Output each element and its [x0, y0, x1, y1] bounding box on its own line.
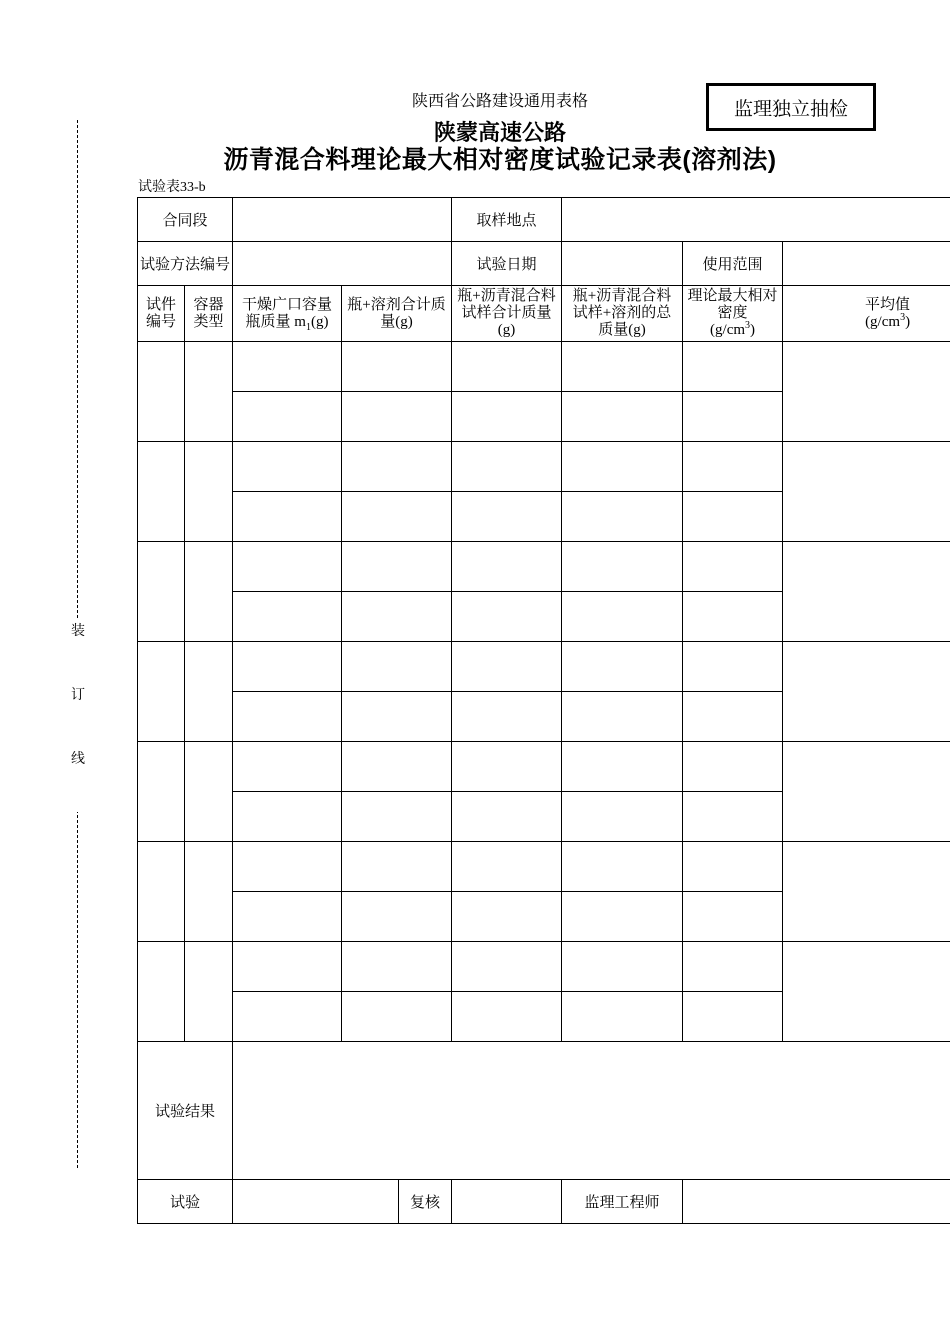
bottle-mix-cell[interactable]	[452, 842, 562, 892]
bottle-mix-cell[interactable]	[452, 342, 562, 392]
col-container-type	[185, 286, 233, 342]
average-cell[interactable]	[783, 342, 950, 442]
bottle-solvent-cell[interactable]	[342, 592, 452, 642]
binding-margin-label	[68, 620, 88, 812]
table-row	[138, 542, 950, 592]
org-line: 陕西省公路建设通用表格	[411, 93, 588, 110]
col-bottle-mass-text: 干燥广口容量瓶质量 m	[242, 296, 333, 330]
specimen-no-cell[interactable]	[138, 942, 185, 1042]
bottle-solvent-cell[interactable]	[342, 742, 452, 792]
contract-section-field[interactable]	[233, 198, 452, 242]
theoretical-density-cell[interactable]	[683, 892, 783, 942]
col-container-type-label: 容器类型	[193, 296, 224, 330]
table-row	[138, 342, 950, 392]
bottle-solvent-cell[interactable]	[342, 442, 452, 492]
col-theoretical-density-label	[683, 288, 782, 339]
bottle-mix-cell[interactable]	[452, 992, 562, 1042]
bottle-solvent-cell[interactable]	[342, 392, 452, 442]
col-theoretical-density-close: )	[750, 322, 756, 338]
col-bottle-mix-solvent	[562, 286, 683, 342]
bottle-solvent-cell[interactable]	[342, 792, 452, 842]
bottle-mix-cell[interactable]	[452, 692, 562, 742]
container-type-cell[interactable]	[185, 742, 233, 842]
theoretical-density-cell[interactable]	[683, 692, 783, 742]
theoretical-density-cell[interactable]	[683, 442, 783, 492]
bottle-mass-cell[interactable]	[233, 392, 342, 442]
specimen-no-cell[interactable]	[138, 342, 185, 442]
theoretical-density-cell[interactable]	[683, 392, 783, 442]
bottle-mix-solvent-cell[interactable]	[562, 492, 683, 542]
bottle-mass-cell[interactable]	[233, 792, 342, 842]
bottle-mix-cell[interactable]	[452, 642, 562, 692]
bottle-mass-cell[interactable]	[233, 942, 342, 992]
specimen-no-cell[interactable]	[138, 442, 185, 542]
theoretical-density-cell[interactable]	[683, 842, 783, 892]
inspection-stamp: 监理独立抽检	[706, 83, 876, 131]
page-title: 沥青混合料理论最大相对密度试验记录表(溶剂法)	[223, 146, 777, 174]
col-bottle-mix-solvent-label: 瓶+沥青混合料试样+溶剂的总质量(g)	[572, 288, 672, 338]
contract-section-label: 合同段	[138, 198, 233, 242]
record-table	[137, 197, 950, 1224]
supervisor-label: 监理工程师	[562, 1180, 683, 1224]
container-type-cell[interactable]	[185, 342, 233, 442]
info-row	[138, 242, 950, 286]
container-type-cell[interactable]	[185, 942, 233, 1042]
col-average-unit: (g/cm	[865, 313, 901, 330]
signature-row	[138, 1180, 950, 1224]
theoretical-density-cell[interactable]	[683, 742, 783, 792]
tester-label: 试验	[138, 1180, 233, 1224]
bottle-mix-solvent-cell[interactable]	[562, 442, 683, 492]
col-average-close: )	[905, 313, 911, 330]
result-label: 试验结果	[138, 1042, 233, 1180]
col-average-text: 平均值	[865, 296, 911, 313]
theoretical-density-cell[interactable]	[683, 792, 783, 842]
table-row	[138, 742, 950, 792]
test-date-label: 试验日期	[452, 242, 562, 286]
bottle-solvent-cell[interactable]	[342, 992, 452, 1042]
col-specimen-no-label: 试件编号	[145, 296, 176, 330]
bottle-mix-solvent-cell[interactable]	[562, 942, 683, 992]
col-bottle-mass-unit: (g)	[310, 313, 329, 330]
theoretical-density-cell[interactable]	[683, 992, 783, 1042]
bottle-mix-cell[interactable]	[452, 592, 562, 642]
method-no-label: 试验方法编号	[138, 242, 233, 286]
col-specimen-no	[138, 286, 185, 342]
supervisor-field[interactable]	[683, 1180, 950, 1224]
col-theoretical-density-text: 理论最大相对密度	[687, 288, 778, 321]
table-row	[138, 842, 950, 892]
column-header-row	[138, 286, 950, 342]
bottle-mix-solvent-cell[interactable]	[562, 842, 683, 892]
theoretical-density-cell[interactable]	[683, 642, 783, 692]
binding-char: 装	[71, 624, 85, 639]
col-average	[783, 286, 950, 342]
bottle-mix-cell[interactable]	[452, 892, 562, 942]
container-type-cell[interactable]	[185, 542, 233, 642]
scope-field[interactable]	[783, 242, 950, 286]
col-bottle-mix-label: 瓶+沥青混合料试样合计质量(g)	[457, 288, 556, 338]
bottle-mix-cell[interactable]	[452, 942, 562, 992]
bottle-mix-solvent-cell[interactable]	[562, 542, 683, 592]
theoretical-density-cell[interactable]	[683, 492, 783, 542]
bottle-mass-cell[interactable]	[233, 892, 342, 942]
theoretical-density-cell[interactable]	[683, 342, 783, 392]
average-cell[interactable]	[783, 842, 950, 942]
col-bottle-solvent	[342, 286, 452, 342]
bottle-mix-solvent-cell[interactable]	[562, 692, 683, 742]
col-bottle-mass-subscript: 1	[305, 321, 311, 333]
bottle-mix-cell[interactable]	[452, 392, 562, 442]
bottle-mass-cell[interactable]	[233, 442, 342, 492]
binding-char: 订	[71, 688, 85, 703]
specimen-no-cell[interactable]	[138, 542, 185, 642]
bottle-mass-cell[interactable]	[233, 992, 342, 1042]
bottle-mass-cell[interactable]	[233, 492, 342, 542]
average-cell[interactable]	[783, 542, 950, 642]
bottle-mass-cell[interactable]	[233, 592, 342, 642]
container-type-cell[interactable]	[185, 842, 233, 942]
info-row	[138, 198, 950, 242]
average-cell[interactable]	[783, 942, 950, 1042]
bottle-solvent-cell[interactable]	[342, 342, 452, 392]
theoretical-density-cell[interactable]	[683, 942, 783, 992]
bottle-mix-cell[interactable]	[452, 442, 562, 492]
col-theoretical-density-unit: (g/cm	[710, 322, 746, 338]
bottle-mix-solvent-cell[interactable]	[562, 342, 683, 392]
bottle-mix-solvent-cell[interactable]	[562, 892, 683, 942]
theoretical-density-cell[interactable]	[683, 542, 783, 592]
bottle-mix-cell[interactable]	[452, 492, 562, 542]
bottle-mix-cell[interactable]	[452, 742, 562, 792]
col-theoretical-density-exp: 3	[745, 320, 751, 331]
col-bottle-mass-label	[233, 297, 341, 331]
table-row	[138, 942, 950, 992]
bottle-mix-cell[interactable]	[452, 792, 562, 842]
col-bottle-mix	[452, 286, 562, 342]
col-bottle-solvent-label: 瓶+溶剂合计质量(g)	[347, 296, 446, 330]
form-code: 试验表33-b	[138, 180, 206, 195]
method-no-field[interactable]	[233, 242, 452, 286]
sampling-site-label: 取样地点	[452, 198, 562, 242]
reviewer-field[interactable]	[452, 1180, 562, 1224]
average-cell[interactable]	[783, 742, 950, 842]
result-field[interactable]	[233, 1042, 950, 1180]
scope-label: 使用范围	[683, 242, 783, 286]
bottle-mix-cell[interactable]	[452, 542, 562, 592]
bottle-solvent-cell[interactable]	[342, 642, 452, 692]
theoretical-density-cell[interactable]	[683, 592, 783, 642]
bottle-solvent-cell[interactable]	[342, 892, 452, 942]
bottle-mass-cell[interactable]	[233, 692, 342, 742]
bottle-solvent-cell[interactable]	[342, 692, 452, 742]
project-title: 陕蒙高速公路	[433, 120, 566, 145]
specimen-no-cell[interactable]	[138, 842, 185, 942]
bottle-mix-solvent-cell[interactable]	[562, 792, 683, 842]
sampling-site-field[interactable]	[562, 198, 950, 242]
bottle-solvent-cell[interactable]	[342, 492, 452, 542]
bottle-mass-cell[interactable]	[233, 842, 342, 892]
col-bottle-mass	[233, 286, 342, 342]
col-average-exp: 3	[900, 311, 906, 323]
bottle-mass-cell[interactable]	[233, 742, 342, 792]
average-cell[interactable]	[783, 642, 950, 742]
binding-char: 线	[71, 752, 85, 767]
result-row	[138, 1042, 950, 1180]
bottle-solvent-cell[interactable]	[342, 542, 452, 592]
bottle-mix-solvent-cell[interactable]	[562, 992, 683, 1042]
average-cell[interactable]	[783, 442, 950, 542]
specimen-no-cell[interactable]	[138, 642, 185, 742]
specimen-no-cell[interactable]	[138, 742, 185, 842]
col-average-label	[783, 297, 950, 331]
reviewer-label: 复核	[399, 1180, 452, 1224]
bottle-mass-cell[interactable]	[233, 342, 342, 392]
container-type-cell[interactable]	[185, 442, 233, 542]
container-type-cell[interactable]	[185, 642, 233, 742]
bottle-mass-cell[interactable]	[233, 542, 342, 592]
tester-field[interactable]	[233, 1180, 399, 1224]
test-date-field[interactable]	[562, 242, 683, 286]
bottle-mix-solvent-cell[interactable]	[562, 742, 683, 792]
bottle-mix-solvent-cell[interactable]	[562, 592, 683, 642]
table-row	[138, 442, 950, 492]
bottle-mix-solvent-cell[interactable]	[562, 642, 683, 692]
bottle-mix-solvent-cell[interactable]	[562, 392, 683, 442]
table-row	[138, 642, 950, 692]
bottle-solvent-cell[interactable]	[342, 842, 452, 892]
bottle-solvent-cell[interactable]	[342, 942, 452, 992]
col-theoretical-density	[683, 286, 783, 342]
bottle-mass-cell[interactable]	[233, 642, 342, 692]
